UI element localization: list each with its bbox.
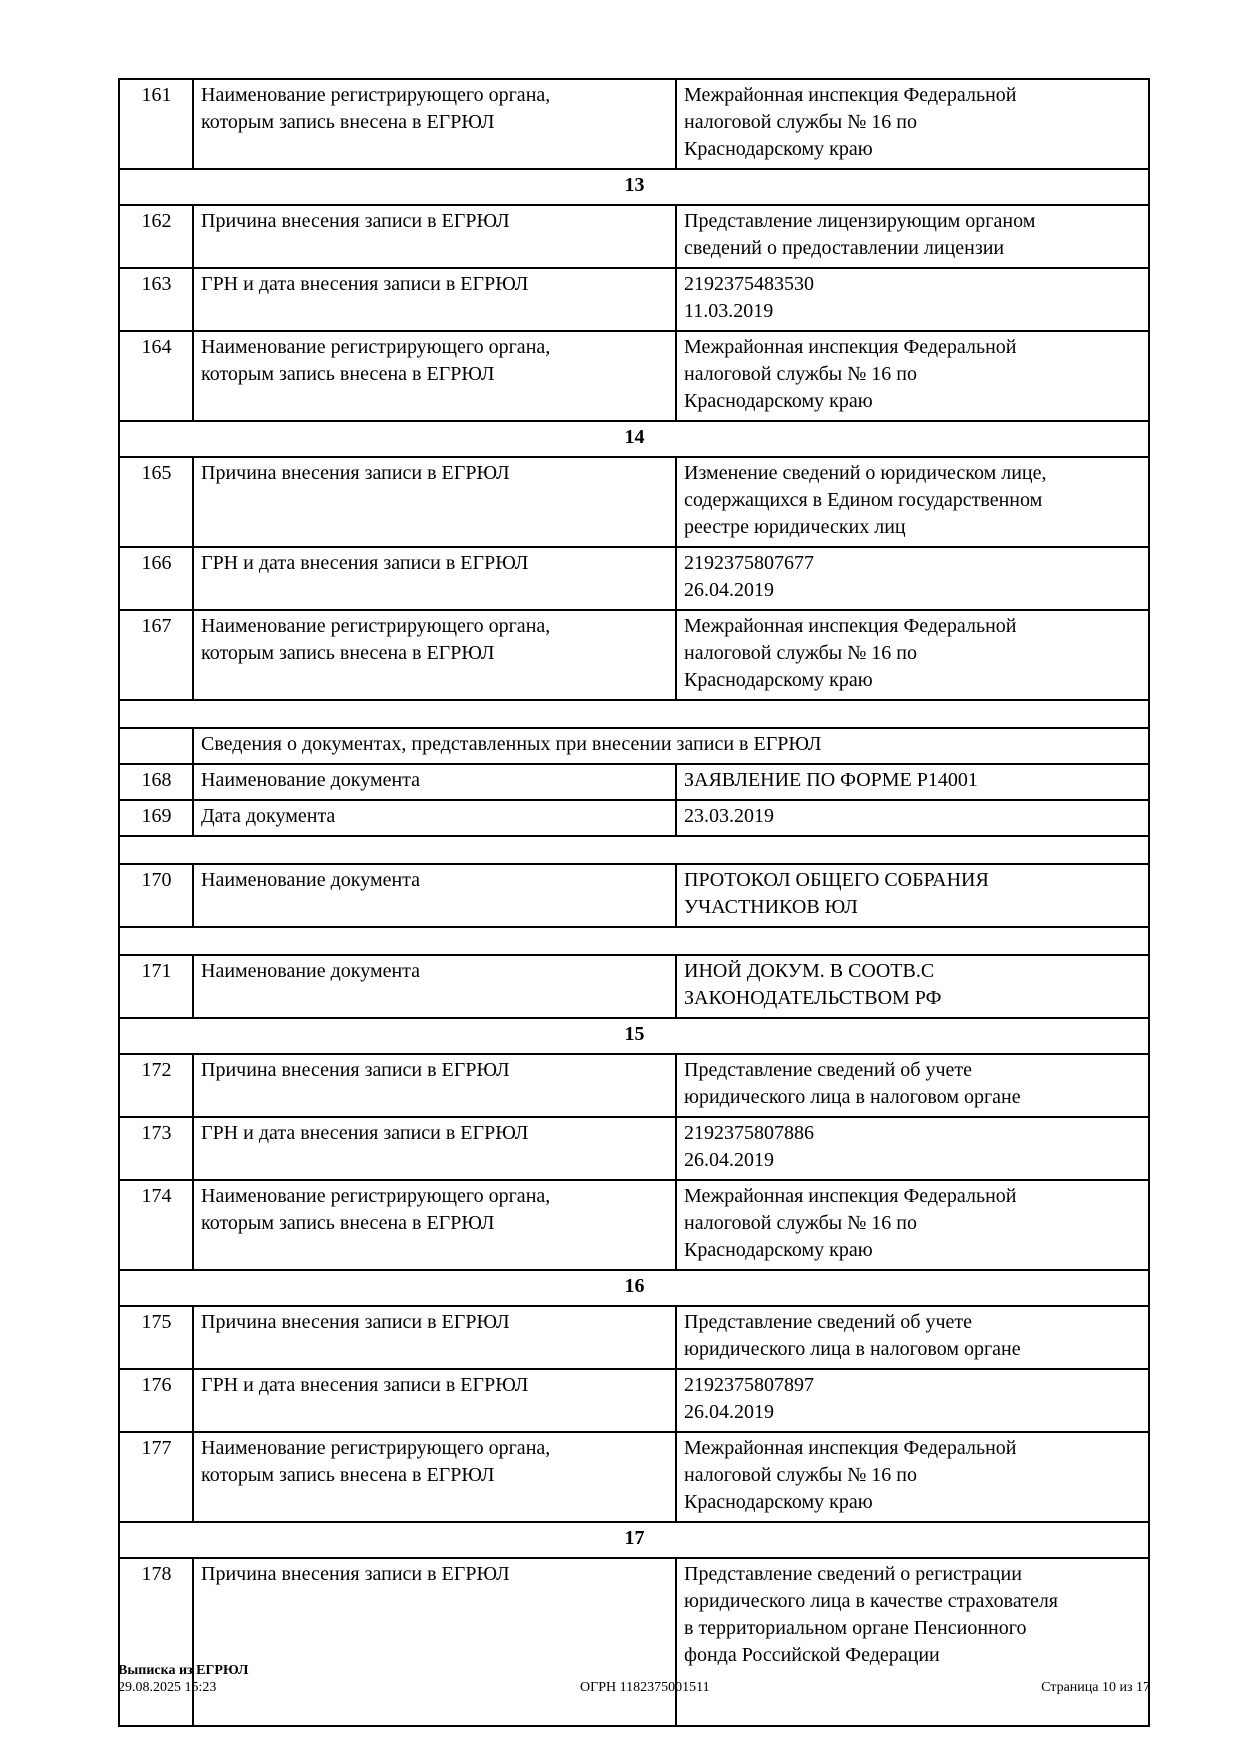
row-label: ГРН и дата внесения записи в ЕГРЮЛ: [193, 1117, 676, 1180]
section-row: [119, 421, 1149, 457]
table-row: [119, 1369, 1149, 1432]
row-label: Наименование регистрирующего органа, которым запись внесена в ЕГРЮЛ: [193, 79, 676, 169]
table-row: [119, 1054, 1149, 1117]
section-row: [119, 1522, 1149, 1558]
row-label: Наименование регистрирующего органа, которым запись внесена в ЕГРЮЛ: [193, 1180, 676, 1270]
row-number: 177: [119, 1432, 193, 1522]
row-number: 173: [119, 1117, 193, 1180]
spacer-cell: [119, 700, 1149, 728]
section-row: [119, 1270, 1149, 1306]
row-value: ИНОЙ ДОКУМ. В СООТВ.С ЗАКОНОДАТЕЛЬСТВОМ РФ: [676, 955, 1149, 1018]
section-number: 16: [119, 1270, 1149, 1306]
row-label: Причина внесения записи в ЕГРЮЛ: [193, 1558, 676, 1726]
row-number: 174: [119, 1180, 193, 1270]
row-value: Представление сведений о регистрации юридического лица в качестве страхователя в территориальном органе Пенсионного фонда Российской Федерации: [676, 1558, 1149, 1726]
table-row: [119, 610, 1149, 700]
row-value: 23.03.2019: [676, 800, 1149, 836]
row-number: 167: [119, 610, 193, 700]
footer-datetime: 29.08.2025 15:23: [118, 1680, 217, 1695]
row-number: 175: [119, 1306, 193, 1369]
row-value: Представление сведений об учете юридического лица в налоговом органе: [676, 1306, 1149, 1369]
row-number: 178: [119, 1558, 193, 1726]
row-label: ГРН и дата внесения записи в ЕГРЮЛ: [193, 268, 676, 331]
row-value: Межрайонная инспекция Федеральной налоговой службы № 16 по Краснодарскому краю: [676, 610, 1149, 700]
row-label: Причина внесения записи в ЕГРЮЛ: [193, 1306, 676, 1369]
row-value: Представление сведений об учете юридического лица в налоговом органе: [676, 1054, 1149, 1117]
table-row: [119, 205, 1149, 268]
section-number: 14: [119, 421, 1149, 457]
row-number: 176: [119, 1369, 193, 1432]
row-number: 162: [119, 205, 193, 268]
table-row: [119, 331, 1149, 421]
spacer-row: [119, 700, 1149, 728]
row-number: 172: [119, 1054, 193, 1117]
table-row: [119, 1117, 1149, 1180]
row-label: Наименование документа: [193, 764, 676, 800]
row-value: Межрайонная инспекция Федеральной налоговой службы № 16 по Краснодарскому краю: [676, 1180, 1149, 1270]
row-number: 161: [119, 79, 193, 169]
page-footer: [118, 1662, 1150, 1696]
row-value: Межрайонная инспекция Федеральной налоговой службы № 16 по Краснодарскому краю: [676, 79, 1149, 169]
row-label: Причина внесения записи в ЕГРЮЛ: [193, 457, 676, 547]
row-label: Наименование регистрирующего органа, которым запись внесена в ЕГРЮЛ: [193, 1432, 676, 1522]
table-row: [119, 864, 1149, 927]
spacer-row: [119, 927, 1149, 955]
row-label: Наименование документа: [193, 955, 676, 1018]
footer-doc-title: Выписка из ЕГРЮЛ: [118, 1663, 249, 1678]
row-label: Дата документа: [193, 800, 676, 836]
row-value: Межрайонная инспекция Федеральной налоговой службы № 16 по Краснодарскому краю: [676, 331, 1149, 421]
row-value: 2192375807677 26.04.2019: [676, 547, 1149, 610]
section-row: [119, 169, 1149, 205]
spacer-cell: [119, 836, 1149, 864]
table-row: [119, 268, 1149, 331]
table-row: [119, 1180, 1149, 1270]
row-value: Межрайонная инспекция Федеральной налоговой службы № 16 по Краснодарскому краю: [676, 1432, 1149, 1522]
table-row: [119, 1306, 1149, 1369]
spacer-row: [119, 836, 1149, 864]
subheader-title: Сведения о документах, представленных при внесении записи в ЕГРЮЛ: [193, 728, 1149, 764]
row-value: ЗАЯВЛЕНИЕ ПО ФОРМЕ Р14001: [676, 764, 1149, 800]
row-label: ГРН и дата внесения записи в ЕГРЮЛ: [193, 547, 676, 610]
row-number: 163: [119, 268, 193, 331]
row-number-empty: [119, 728, 193, 764]
row-number: 171: [119, 955, 193, 1018]
section-number: 13: [119, 169, 1149, 205]
subheader-row: [119, 728, 1149, 764]
footer-page-number: Страница 10 из 17: [1041, 1680, 1150, 1695]
row-number: 168: [119, 764, 193, 800]
row-label: Причина внесения записи в ЕГРЮЛ: [193, 205, 676, 268]
table-row: [119, 955, 1149, 1018]
row-value: Изменение сведений о юридическом лице, содержащихся в Едином государственном реестре юридических лиц: [676, 457, 1149, 547]
row-label: Наименование документа: [193, 864, 676, 927]
row-value: 2192375483530 11.03.2019: [676, 268, 1149, 331]
table-row: [119, 79, 1149, 169]
table-row: [119, 1432, 1149, 1522]
table-row: [119, 1558, 1149, 1726]
table-row: [119, 800, 1149, 836]
row-label: Наименование регистрирующего органа, которым запись внесена в ЕГРЮЛ: [193, 610, 676, 700]
row-number: 164: [119, 331, 193, 421]
section-number: 15: [119, 1018, 1149, 1054]
row-number: 170: [119, 864, 193, 927]
row-number: 169: [119, 800, 193, 836]
row-number: 165: [119, 457, 193, 547]
section-row: [119, 1018, 1149, 1054]
row-number: 166: [119, 547, 193, 610]
row-label: Наименование регистрирующего органа, которым запись внесена в ЕГРЮЛ: [193, 331, 676, 421]
row-value: Представление лицензирующим органом сведений о предоставлении лицензии: [676, 205, 1149, 268]
row-value: ПРОТОКОЛ ОБЩЕГО СОБРАНИЯ УЧАСТНИКОВ ЮЛ: [676, 864, 1149, 927]
footer-left-block: [118, 1662, 248, 1696]
row-label: ГРН и дата внесения записи в ЕГРЮЛ: [193, 1369, 676, 1432]
egrul-extract-table: [118, 78, 1150, 1727]
footer-ogrn: ОГРН 1182375001511: [580, 1680, 710, 1695]
table-row: [119, 764, 1149, 800]
table-row: [119, 457, 1149, 547]
row-value: 2192375807886 26.04.2019: [676, 1117, 1149, 1180]
row-label: Причина внесения записи в ЕГРЮЛ: [193, 1054, 676, 1117]
table-row: [119, 547, 1149, 610]
section-number: 17: [119, 1522, 1149, 1558]
spacer-cell: [119, 927, 1149, 955]
row-value: 2192375807897 26.04.2019: [676, 1369, 1149, 1432]
